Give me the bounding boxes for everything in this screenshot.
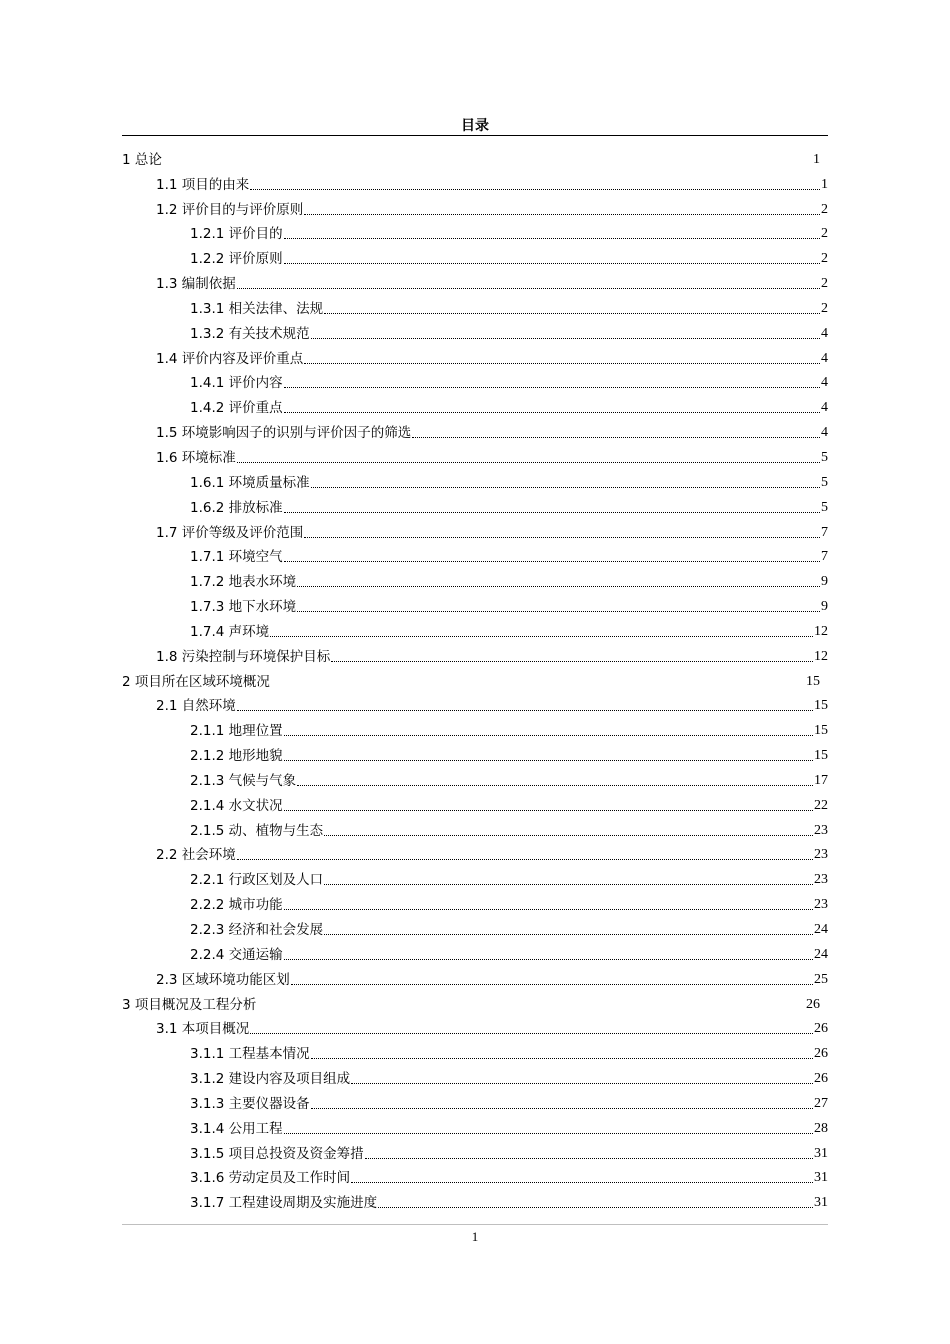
toc-entry[interactable] [122,296,828,321]
toc-entry[interactable] [122,718,828,743]
toc-entry-page: 26 [814,1046,828,1062]
toc-entry[interactable] [122,172,828,197]
toc-entry-page: 15 [814,723,828,739]
toc-entry-page: 23 [814,872,828,888]
toc-entry[interactable] [122,942,828,967]
toc-entry[interactable] [122,1041,828,1066]
toc-entry[interactable] [122,1141,828,1166]
dot-leader [324,933,813,935]
dot-leader [311,486,820,488]
toc-entry-page: 31 [814,1195,828,1211]
toc-entry-label: 2.3 区域环境功能区划 [156,971,290,988]
toc-entry[interactable] [122,470,828,495]
toc-entry[interactable] [122,495,828,520]
toc-entry[interactable] [122,545,828,570]
toc-entry[interactable] [122,619,828,644]
dot-leader [297,784,813,786]
toc-entry-page: 5 [821,449,828,465]
dot-leader [324,312,820,314]
dot-leader [284,958,813,960]
toc-entry[interactable] [122,271,828,296]
dot-leader [284,411,820,413]
dot-leader [351,1181,813,1183]
toc-entry-label: 3.1 本项目概况 [156,1021,250,1038]
dot-leader [304,213,820,215]
dot-leader [331,660,813,662]
toc-entry-label: 3.1.2 建设内容及项目组成 [190,1071,351,1088]
toc-entry-page: 26 [814,1071,828,1087]
toc-entry-page: 4 [821,350,828,366]
toc-entry[interactable] [122,867,828,892]
toc-entry-page: 7 [821,549,828,565]
toc-entry-page: 23 [814,897,828,913]
toc-entry[interactable] [122,694,828,719]
toc-entry[interactable] [122,197,828,222]
toc-entry-label: 1.4.1 评价内容 [190,375,283,392]
dot-leader [324,834,813,836]
toc-entry-page: 12 [814,623,828,639]
toc-entry-page: 2 [821,300,828,316]
toc-entry-label: 3.1.7 工程建设周期及实施进度 [190,1195,378,1212]
toc-entry[interactable] [122,1017,828,1042]
toc-entry-label: 1.7.1 环境空气 [190,549,283,566]
table-of-contents [122,147,828,1215]
dot-leader [284,262,820,264]
toc-entry[interactable] [122,1190,828,1215]
toc-entry-page: 26 [806,996,820,1012]
toc-entry[interactable] [122,420,828,445]
toc-entry[interactable] [122,1091,828,1116]
toc-entry-page: 31 [814,1145,828,1161]
toc-entry-page: 28 [814,1120,828,1136]
toc-entry-label: 1.3.2 有关技术规范 [190,325,310,342]
toc-entry-label: 1.7.2 地表水环境 [190,574,297,591]
toc-entry-page: 12 [814,648,828,664]
toc-entry-page: 26 [814,1021,828,1037]
toc-entry[interactable] [122,917,828,942]
toc-entry-page: 7 [821,524,828,540]
toc-entry-label: 1.3 编制依据 [156,276,236,293]
toc-entry-label: 1.6.2 排放标准 [190,499,283,516]
dot-leader [237,858,813,860]
toc-entry-label: 1.1 项目的由来 [156,176,250,193]
toc-entry-label: 1.5 环境影响因子的识别与评价因子的筛选 [156,425,412,442]
toc-entry-label: 2.1.3 气候与气象 [190,772,297,789]
toc-entry-label: 2.2.4 交通运输 [190,946,283,963]
toc-entry-page: 4 [821,325,828,341]
toc-entry[interactable] [122,1066,828,1091]
toc-entry[interactable] [122,992,828,1017]
toc-entry[interactable] [122,768,828,793]
toc-entry-page: 4 [821,375,828,391]
toc-entry[interactable] [122,371,828,396]
toc-entry-label: 1.2.2 评价原则 [190,251,283,268]
toc-entry[interactable] [122,445,828,470]
dot-leader [284,759,813,761]
toc-entry-label: 3 项目概况及工程分析 [122,996,257,1013]
toc-entry[interactable] [122,669,828,694]
toc-entry-label: 1.3.1 相关法律、法规 [190,300,324,317]
toc-entry-label: 2.2.3 经济和社会发展 [190,922,324,938]
toc-entry-label: 2.2.1 行政区划及人口 [190,872,324,889]
toc-entry-label: 3.1.6 劳动定员及工作时间 [190,1170,351,1187]
toc-entry-label: 1.8 污染控制与环境保护目标 [156,648,331,665]
toc-entry-page: 2 [821,276,828,292]
toc-entry[interactable] [122,346,828,371]
toc-entry-label: 2.1 自然环境 [156,698,236,715]
toc-entry-page: 2 [821,251,828,267]
toc-entry-label: 3.1.5 项目总投资及资金筹措 [190,1145,364,1162]
dot-leader [412,436,820,438]
toc-entry-page: 24 [814,946,828,962]
dot-leader [297,585,820,587]
toc-entry-page: 23 [814,822,828,838]
toc-entry[interactable] [122,222,828,247]
dot-leader [237,461,820,463]
toc-entry[interactable] [122,892,828,917]
toc-entry-label: 1.2 评价目的与评价原则 [156,201,304,218]
toc-entry[interactable] [122,743,828,768]
dot-leader [311,337,820,339]
toc-entry-page: 2 [821,201,828,217]
toc-entry-page: 9 [821,599,828,615]
toc-entry-page: 2 [821,226,828,242]
toc-entry-page: 5 [821,474,828,490]
dot-leader [284,560,820,562]
page-number: 1 [471,1229,479,1244]
toc-entry-page: 1 [813,151,820,167]
toc-entry-label: 2.2.2 城市功能 [190,897,283,914]
dot-leader [284,237,820,239]
toc-entry[interactable] [122,793,828,818]
toc-entry-page: 15 [806,673,820,689]
toc-entry-label: 2.1.5 动、植物与生态 [190,822,324,839]
toc-entry-page: 23 [814,847,828,863]
dot-leader [284,734,813,736]
toc-entry-page: 4 [821,400,828,416]
toc-entry-label: 1.6 环境标准 [156,449,236,466]
dot-leader [324,883,813,885]
toc-entry[interactable] [122,1116,828,1141]
toc-entry-page: 15 [814,698,828,714]
dot-leader [250,1032,813,1034]
dot-leader [284,809,813,811]
toc-entry-page: 9 [821,574,828,590]
toc-entry[interactable] [122,644,828,669]
toc-entry-label: 1 总论 [122,151,162,168]
footer-divider [122,1224,828,1225]
toc-entry-page: 27 [814,1095,828,1111]
toc-entry[interactable] [122,967,828,992]
dot-leader [304,362,820,364]
toc-entry[interactable] [122,395,828,420]
dot-leader [237,709,813,711]
toc-entry-label: 1.6.1 环境质量标准 [190,474,310,491]
toc-entry-page: 22 [814,797,828,813]
dot-leader [250,188,820,190]
dot-leader [378,1206,813,1208]
toc-entry-label: 3.1.1 工程基本情况 [190,1046,310,1063]
toc-entry-page: 1 [821,176,828,192]
toc-entry[interactable] [122,1166,828,1191]
dot-leader [284,1132,813,1134]
toc-entry-label: 1.7.4 声环境 [190,623,270,640]
toc-entry-page: 5 [821,499,828,515]
toc-entry-label: 1.7 评价等级及评价范围 [156,524,304,541]
dot-leader [351,1082,813,1084]
toc-entry[interactable] [122,818,828,843]
dot-leader [291,983,813,985]
toc-entry-label: 2.2 社会环境 [156,847,236,864]
dot-leader [304,536,820,538]
toc-entry-label: 3.1.3 主要仪器设备 [190,1095,310,1112]
toc-entry-label: 3.1.4 公用工程 [190,1120,283,1137]
dot-leader [270,635,813,637]
toc-entry[interactable] [122,594,828,619]
toc-entry-page: 17 [814,772,828,788]
toc-entry[interactable] [122,246,828,271]
dot-leader [311,1057,813,1059]
dot-leader [237,287,820,289]
toc-entry-label: 2 项目所在区域环境概况 [122,673,270,690]
toc-entry-label: 1.4 评价内容及评价重点 [156,350,304,367]
dot-leader [284,908,813,910]
toc-entry-page: 15 [814,748,828,764]
toc-entry-label: 1.7.3 地下水环境 [190,599,297,616]
toc-entry-label: 2.1.1 地理位置 [190,723,283,740]
toc-entry-label: 2.1.4 水文状况 [190,797,283,814]
toc-entry[interactable] [122,520,828,545]
toc-entry-page: 4 [821,425,828,441]
toc-entry-label: 2.1.2 地形地貌 [190,748,283,765]
toc-entry[interactable] [122,147,828,172]
dot-leader [365,1157,813,1159]
toc-entry-label: 1.4.2 评价重点 [190,400,283,417]
toc-entry[interactable] [122,321,828,346]
toc-entry[interactable] [122,569,828,594]
toc-entry-page: 31 [814,1170,828,1186]
dot-leader [284,386,820,388]
toc-entry[interactable] [122,843,828,868]
toc-entry-page: 25 [814,971,828,987]
dot-leader [311,1107,813,1109]
dot-leader [284,511,820,513]
toc-entry-page: 24 [814,922,828,937]
dot-leader [297,610,820,612]
toc-title: 目录 [461,118,489,134]
toc-entry-label: 1.2.1 评价目的 [190,226,283,243]
title-divider [122,135,828,136]
